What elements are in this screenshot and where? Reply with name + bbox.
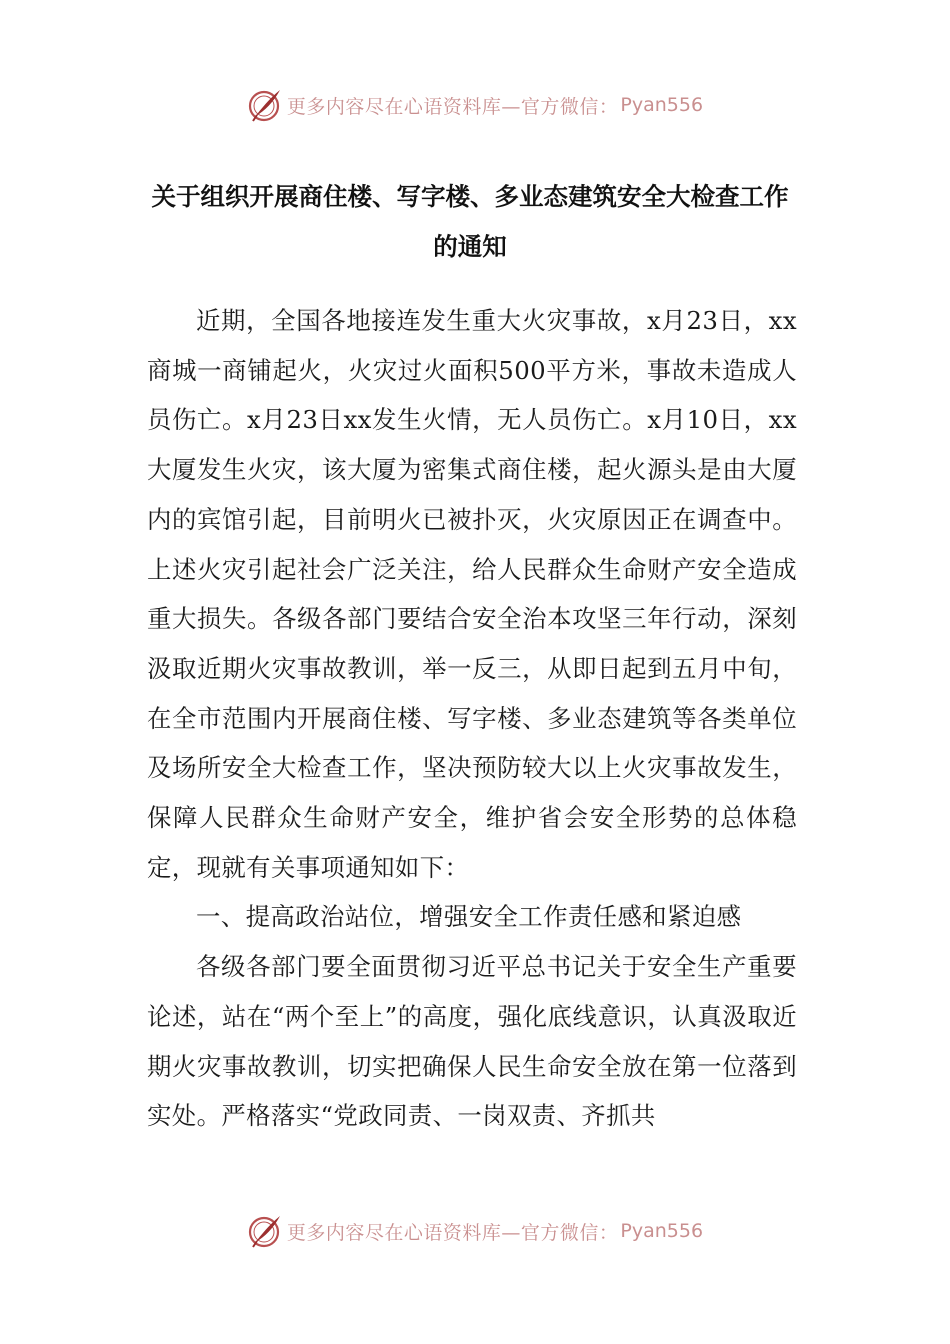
watermark-text: 更多内容尽在心语资料库—官方微信： bbox=[286, 95, 619, 118]
watermark-banner-bottom bbox=[0, 1206, 950, 1256]
document-body bbox=[147, 296, 797, 1141]
watermark-banner-top bbox=[0, 80, 950, 130]
quill-logo-icon bbox=[247, 1213, 283, 1249]
section-heading: 一、提高政治站位，增强安全工作责任感和紧迫感 bbox=[196, 902, 742, 932]
paragraph: 各级各部门要全面贯彻习近平总书记关于安全生产重要论述，站在“两个至上”的高度，强化底线意识，认真汲取近期火灾事故教训，切实把确保人民生命安全放在第一位落到实处。严格落实“党政同责、一岗双责、齐抓共 bbox=[147, 952, 797, 1131]
quill-logo-icon bbox=[247, 87, 283, 123]
watermark-handle: Pyan556 bbox=[620, 94, 704, 116]
watermark-text: 更多内容尽在心语资料库—官方微信： bbox=[286, 1221, 619, 1244]
watermark-handle: Pyan556 bbox=[620, 1220, 704, 1242]
paragraph: 近期，全国各地接连发生重大火灾事故，x月23日，xx商城一商铺起火，火灾过火面积500平方米，事故未造成人员伤亡。x月23日xx发生火情，无人员伤亡。x月10日，xx大厦发生火灾，该大厦为密集式商住楼，起火源头是由大厦内的宾馆引起，目前明火已被扑灭，火灾原因正在调查中。上述火灾引起社会广泛关注，给人民群众生命财产安全造成重大损失。各级各部门要结合安全治本攻坚三年行动，深刻汲取近期火灾事故教训，举一反三，从即日起到五月中旬，在全市范围内开展商住楼、写字楼、多业态建筑等各类单位及场所安全大检查工作，坚决预防较大以上火灾事故发生，保障人民群众生命财产安全，维护省会安全形势的总体稳定，现就有关事项通知如下： bbox=[147, 306, 797, 882]
document-title: 关于组织开展商住楼、写字楼、多业态建筑安全大检查工作的通知 bbox=[151, 182, 789, 261]
